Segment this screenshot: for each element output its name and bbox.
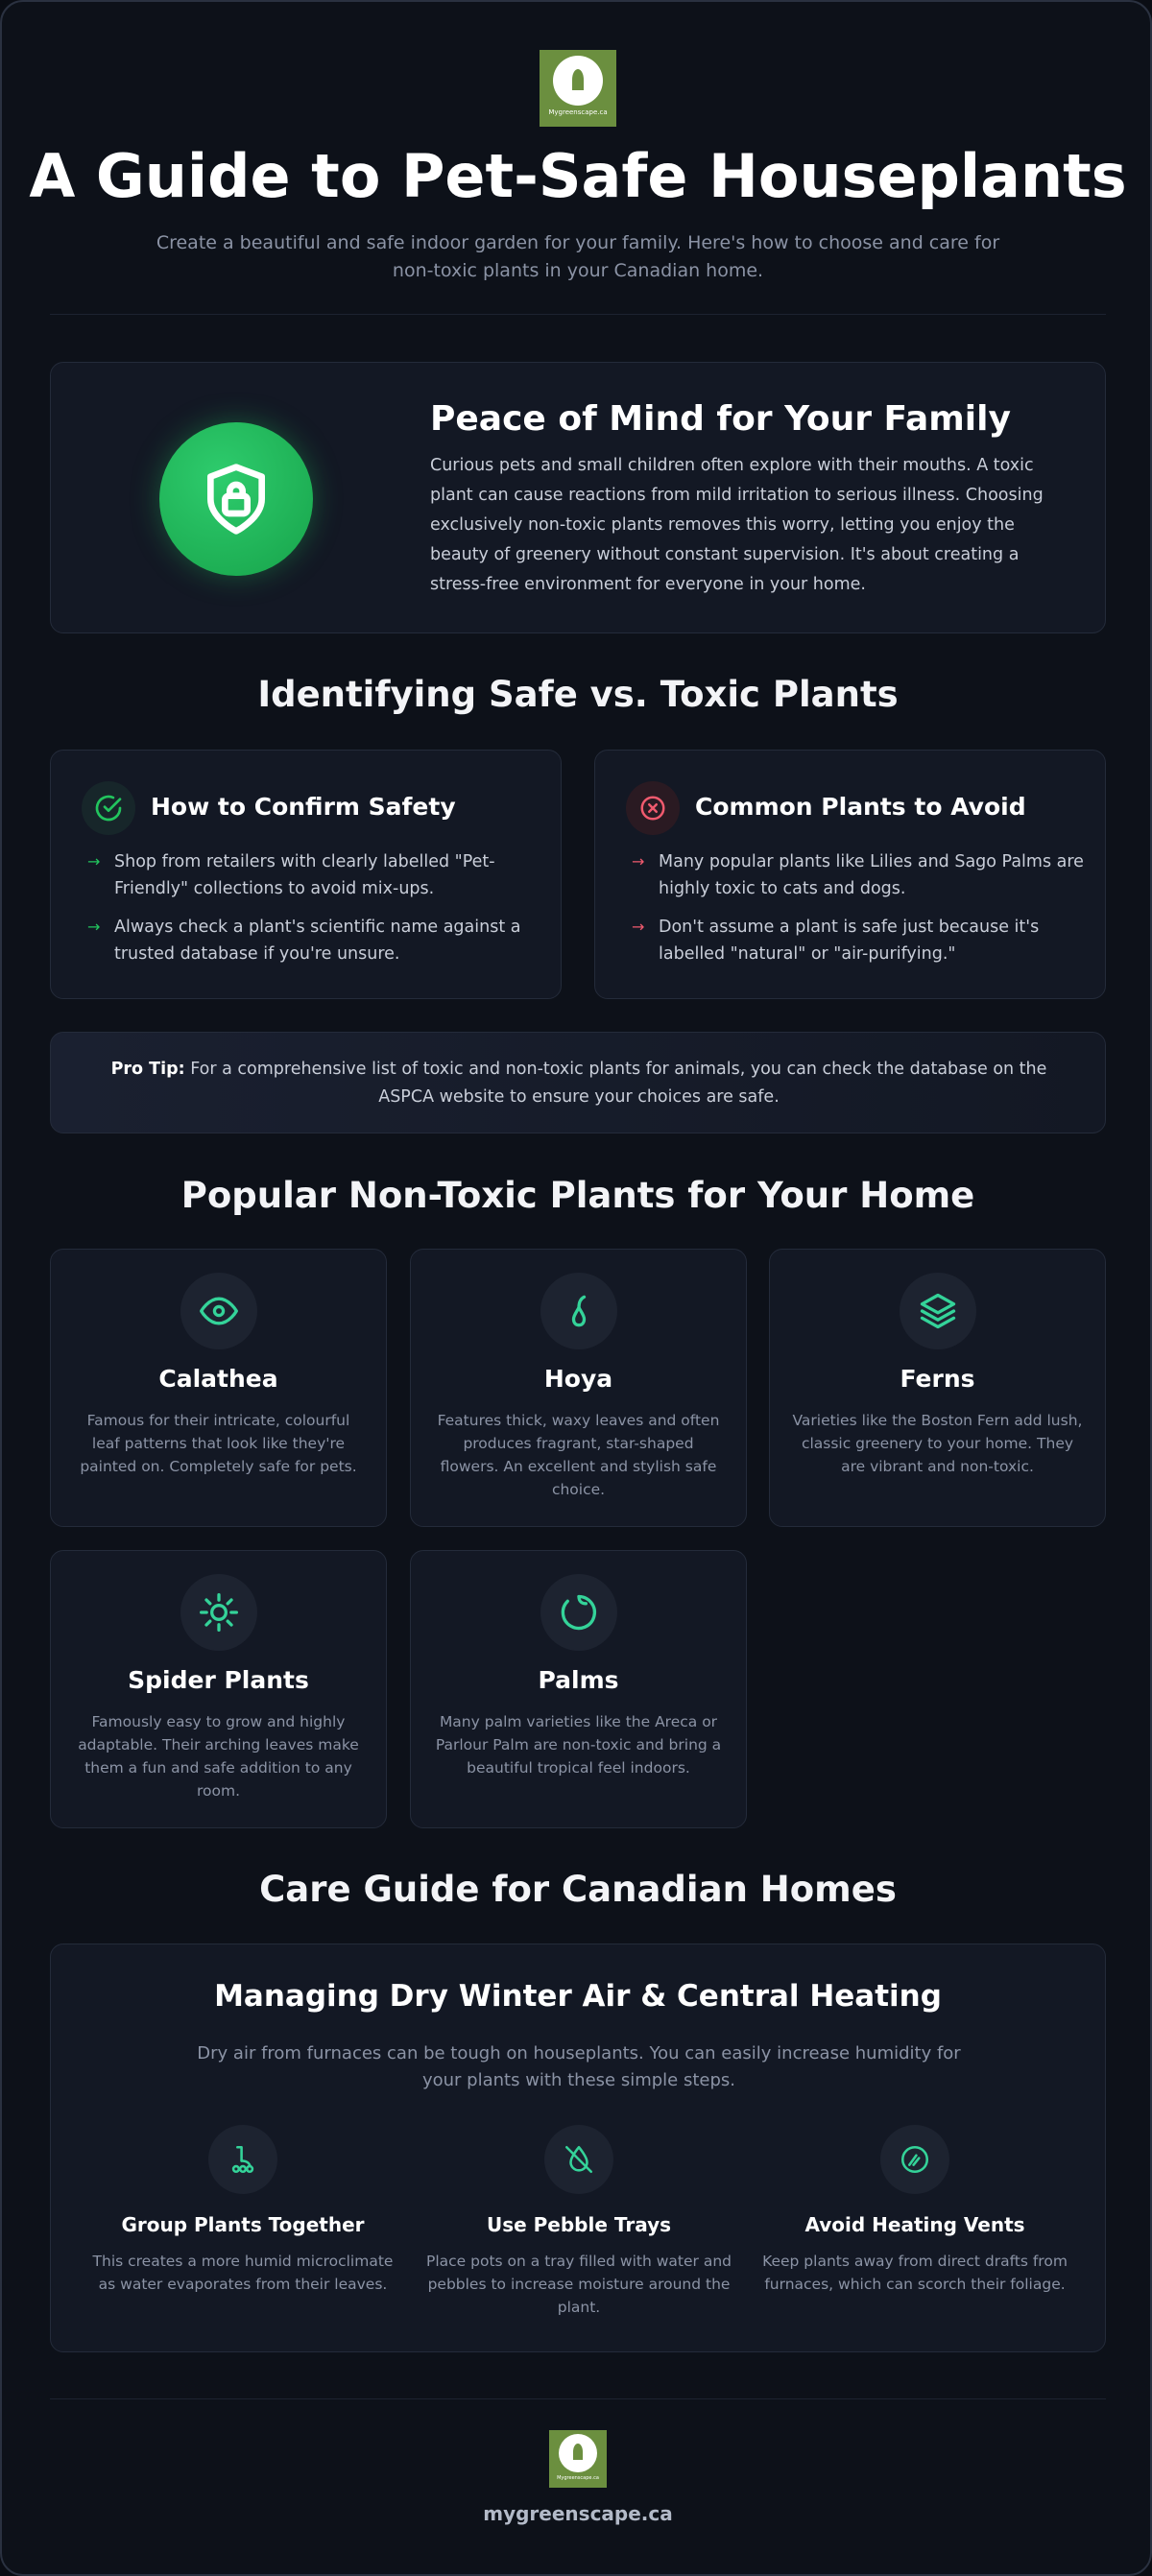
section-title-care: Care Guide for Canadian Homes bbox=[259, 1869, 897, 1910]
arrow-right-icon: → bbox=[87, 852, 101, 871]
list-item: → Don't assume a plant is safe just because it's labelled "natural" or "air-purifying." bbox=[632, 914, 1092, 967]
arrow-right-icon: → bbox=[632, 852, 645, 871]
brand-logo[interactable] bbox=[540, 50, 616, 127]
plant-description: Features thick, waxy leaves and often produces fragrant, star-shaped flowers. An excellent and stylish safe choice. bbox=[437, 1412, 720, 1498]
care-tip-title: Use Pebble Trays bbox=[486, 2213, 672, 2236]
plant-name: Spider Plants bbox=[128, 1666, 309, 1694]
plant-card-palms[interactable] bbox=[410, 1550, 747, 1828]
care-tip-description: Place pots on a tray filled with water and pebbles to increase moisture around the plant. bbox=[426, 2253, 732, 2316]
plant-description: Varieties like the Boston Fern add lush, classic greenery to your home. They are vibrant and non-toxic. bbox=[792, 1412, 1083, 1475]
plant-card-ferns[interactable] bbox=[769, 1249, 1106, 1527]
arrow-right-icon: → bbox=[632, 918, 645, 936]
logo-text: Mygreenscape.ca bbox=[557, 2474, 599, 2481]
divider bbox=[50, 2398, 1106, 2399]
pro-tip-text: Pro Tip: For a comprehensive list of toxic and non-toxic plants for animals, you can check the database on the ASPCA website to ensure your choices are safe. bbox=[110, 1060, 1047, 1107]
eye-icon bbox=[180, 1273, 257, 1349]
confirm-safety-card bbox=[50, 750, 562, 999]
care-lead: Dry air from furnaces can be tough on houseplants. You can easily increase humidity for your plants with these simple steps. bbox=[197, 2043, 961, 2090]
peace-body: Curious pets and small children often explore with their mouths. A toxic plant can cause reactions from mild irritation to serious illness. Choosing exclusively non-toxic plants removes this worry, letting you enjoy the beauty of greenery without constant supervision. It's about creating a stress-free environment for everyone in your home. bbox=[430, 456, 1044, 594]
plant-name: Calathea bbox=[158, 1365, 278, 1393]
plant-card-spider-plants[interactable] bbox=[50, 1550, 387, 1828]
group-plants-icon bbox=[208, 2125, 277, 2194]
logo-text: Mygreenscape.ca bbox=[548, 107, 608, 116]
x-circle-icon bbox=[626, 781, 680, 835]
pro-tip-banner bbox=[50, 1032, 1106, 1133]
plant-card-hoya[interactable] bbox=[410, 1249, 747, 1527]
plant-name: Ferns bbox=[900, 1365, 975, 1393]
page-subtitle: Create a beautiful and safe indoor garden for your family. Here's how to choose and care for non-toxic plants in your Canadian home. bbox=[156, 232, 1000, 281]
plant-description: Many palm varieties like the Areca or Parlour Palm are non-toxic and bring a beautiful tropical feel indoors. bbox=[435, 1713, 722, 1777]
plant-description: Famous for their intricate, colourful leaf patterns that look like they're painted on. Completely safe for pets. bbox=[80, 1412, 357, 1475]
droplet-off-icon bbox=[544, 2125, 613, 2194]
plant-card-calathea[interactable] bbox=[50, 1249, 387, 1527]
care-tip-title: Group Plants Together bbox=[121, 2213, 365, 2236]
plant-name: Palms bbox=[538, 1666, 619, 1694]
plant-name: Hoya bbox=[543, 1365, 613, 1393]
care-guide-card bbox=[50, 1944, 1106, 2352]
check-circle-icon bbox=[82, 781, 135, 835]
list-item: → Always check a plant's scientific name against a trusted database if you're unsure. bbox=[87, 914, 548, 967]
peace-of-mind-card bbox=[50, 362, 1106, 633]
page-title: A Guide to Pet-Safe Houseplants bbox=[29, 141, 1127, 211]
logo-badge-icon bbox=[559, 2434, 597, 2472]
plants-to-avoid-title: Common Plants to Avoid bbox=[695, 793, 1026, 821]
confirm-safety-title: How to Confirm Safety bbox=[151, 793, 456, 821]
section-title-identify: Identifying Safe vs. Toxic Plants bbox=[257, 674, 899, 715]
plants-to-avoid-card bbox=[594, 750, 1106, 999]
footer-logo[interactable] bbox=[549, 2430, 607, 2488]
shield-lock-icon bbox=[159, 422, 313, 576]
peace-title: Peace of Mind for Your Family bbox=[430, 399, 1011, 439]
confirm-safety-list bbox=[87, 848, 548, 979]
gauge-icon bbox=[880, 2125, 949, 2194]
list-item: → Shop from retailers with clearly labelled "Pet-Friendly" collections to avoid mix-ups. bbox=[87, 848, 548, 902]
divider bbox=[50, 314, 1106, 315]
arrow-right-icon: → bbox=[87, 918, 101, 936]
pro-tip-label: Pro Tip: bbox=[110, 1060, 185, 1079]
bug-icon bbox=[180, 1574, 257, 1651]
care-title: Managing Dry Winter Air & Central Heating bbox=[214, 1979, 942, 2014]
list-item: → Many popular plants like Lilies and Sago Palms are highly toxic to cats and dogs. bbox=[632, 848, 1092, 902]
circle-refresh-icon bbox=[540, 1574, 617, 1651]
sprout-icon bbox=[540, 1273, 617, 1349]
section-title-plants: Popular Non-Toxic Plants for Your Home bbox=[180, 1175, 975, 1216]
layers-icon bbox=[900, 1273, 976, 1349]
plant-description: Famously easy to grow and highly adaptable. Their arching leaves make them a fun and safe addition to any room. bbox=[78, 1713, 359, 1800]
plants-to-avoid-list bbox=[632, 848, 1092, 979]
care-tip-title: Avoid Heating Vents bbox=[804, 2213, 1025, 2236]
care-tip-description: This creates a more humid microclimate as water evaporates from their leaves. bbox=[92, 2253, 394, 2293]
care-tip-description: Keep plants away from direct drafts from furnaces, which can scorch their foliage. bbox=[762, 2253, 1068, 2293]
logo-badge-icon bbox=[553, 56, 603, 106]
footer-site-link[interactable]: mygreenscape.ca bbox=[483, 2502, 673, 2525]
